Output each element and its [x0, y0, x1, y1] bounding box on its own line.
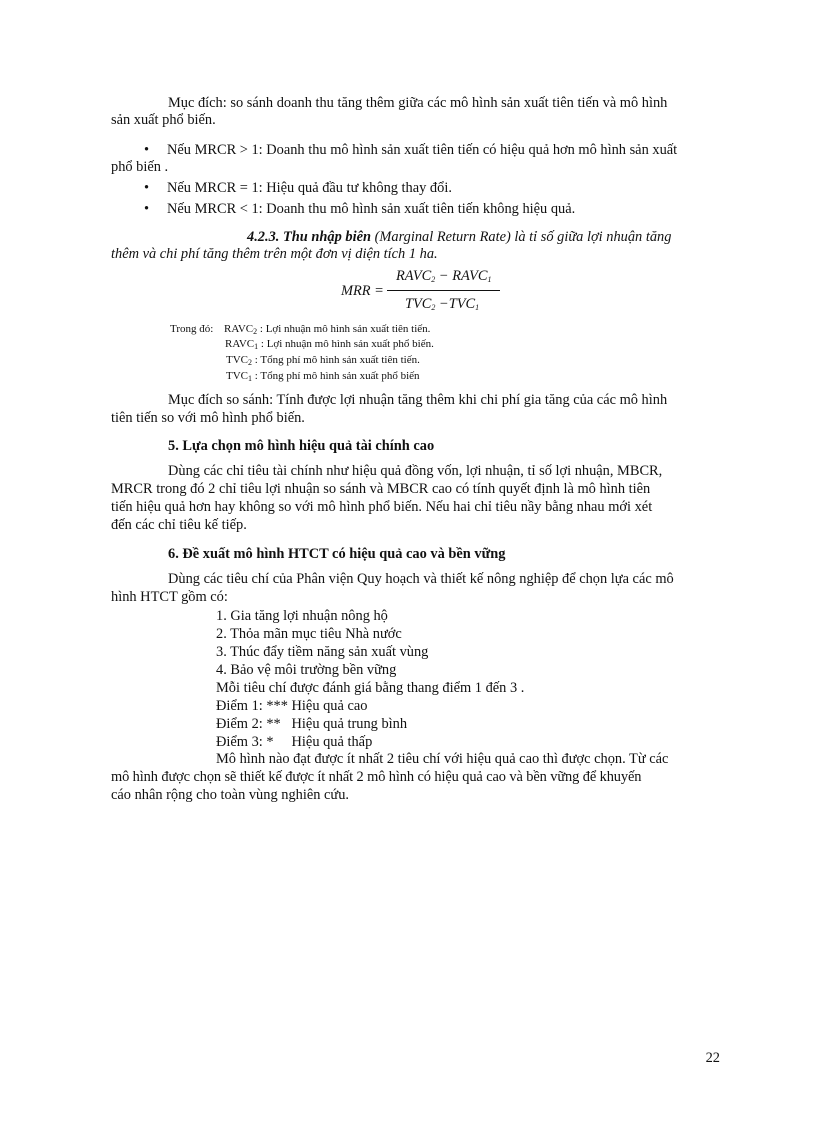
definition-2: [225, 338, 434, 353]
section-6-line-2: hình HTCT gồm có:: [111, 589, 228, 605]
list-item: Điểm 2: ** Hiệu quả trung bình: [216, 716, 408, 732]
def-4-sub: 1: [248, 374, 252, 383]
def-2-text: : Lợi nhuận mô hình sản xuất phổ biến.: [258, 338, 434, 350]
def-2-sub: 1: [254, 342, 259, 351]
den-minus: −: [439, 296, 449, 312]
definition-4: [226, 370, 420, 385]
num-b: RAVC: [452, 268, 488, 284]
def-1-sub: 2: [253, 327, 258, 336]
list-item: 3. Thúc đẩy tiềm năng sản xuất vùng: [216, 644, 429, 660]
section-6-final-3: cáo nhân rộng cho toàn vùng nghiên cứu.: [111, 787, 349, 803]
definition-3: [226, 354, 420, 369]
section-423-english: (Marginal Return Rate): [374, 229, 511, 245]
num-a-sub: 2: [431, 275, 436, 284]
purpose-line-2: tiên tiến so với mô hình phổ biến.: [111, 410, 305, 426]
purpose-line-1: Mục đích so sánh: Tính được lợi nhuận tăng thêm khi chi phí gia tăng của các mô hình: [168, 392, 668, 408]
fraction-bar: [387, 290, 500, 291]
section-5-heading: 5. Lựa chọn mô hình hiệu quả tài chính cao: [168, 438, 435, 454]
formula-denominator: [405, 296, 479, 313]
bullet-1-line-2: phổ biến .: [111, 159, 169, 175]
document-page: Mục đích: so sánh doanh thu tăng thêm giữa các mô hình sản xuất tiên tiến và mô hình sản xuất phổ biến. • Nếu MRCR > 1: Doanh thu mô hình sản xuất tiên tiến có hiệu quả hơn mô hình sản xuất phổ biến . • Nếu MRCR = 1: Hiệu quả đầu tư không thay đổi. • Nếu MRCR < 1: Doanh thu mô hình sản xuất tiên tiến không hiệu quả. 4.2.3. Thu nhập biên (Marginal Return Rate) là tỉ số giữa lợi nhuận tăng thêm và chi phí tăng thêm trên một đơn vị diện tích 1 ha. MRR = $RAVC_2$ − $RAVC_1$ $TVC_2 -TVC_1$ Trong đó: $RAVC_2$ : Lợi nhuận mô hình sản xuất tiên tiến. $RAVC_1$ : Lợi nhuận mô hình sản xuất phổ biến. $TVC_2$ : Tổng phí mô hình sản xuất tiên tiến. $TVC_1$ : Tổng phí mô hình sản xuất phổ biến Mục đích so sánh: Tính được lợi nhuận tăng thêm khi chi phí gia tăng của các mô hình tiên tiến so với mô hình phổ biến. 5. Lựa chọn mô hình hiệu quả tài chính cao Dùng các chỉ tiêu tài chính như hiệu quả đồng vốn, lợi nhuận, tỉ số lợi nhuận, MBCR, MRCR trong đó 2 chỉ tiêu lợi nhuận so sánh và MBCR cao có tính quyết định là mô hình tiên tiến hiệu quả hơn hay không so với mô hình phổ biến. Nếu hai chỉ tiêu nầy bằng nhau mới xét đến các chỉ tiêu kế tiếp. 6. Đề xuất mô hình HTCT có hiệu quả cao và bền vững Dùng các tiêu chí của Phân viện Quy hoạch và thiết kế nông nghiệp để chọn lựa các mô hình HTCT gồm có: 1. Gia tăng lợi nhuận nông hộ 2. Thỏa mãn mục tiêu Nhà nước 3. Thúc đẩy tiềm năng sản xuất vùng 4. Bảo vệ môi trường bền vững Mỗi tiêu chí được đánh giá bằng thang điểm 1 đến 3 . Điểm 1: *** Hiệu quả cao Điểm 2: ** Hiệu quả trung bình Điểm 3: * Hiệu quả thấp Mô hình nào đạt được ít nhất 2 tiêu chí với hiệu quả cao thì được chọn. Từ các mô hình được chọn sẽ thiết kế được ít nhất 2 mô hình có hiệu quả cao và bền vững để khuyến cáo nhân rộng cho toàn vùng nghiên cứu. 22: [111, 95, 720, 1066]
bullet-3: Nếu MRCR < 1: Doanh thu mô hình sản xuất tiên tiến không hiệu quả.: [167, 201, 576, 217]
intro-line-2: sản xuất phổ biến.: [111, 112, 216, 128]
def-1-sym: RAVC: [224, 323, 254, 335]
den-a-sub: 2: [431, 303, 436, 312]
num-minus: −: [438, 268, 449, 284]
den-a: TVC: [405, 296, 432, 312]
definitions-prefix: Trong đó:: [170, 323, 214, 335]
definition-1: [224, 323, 430, 338]
criteria-list: [216, 607, 524, 751]
formula-lhs: MRR =: [341, 283, 384, 299]
def-3-text: : Tổng phí mô hình sản xuất tiên tiến.: [252, 354, 420, 366]
list-item: Điểm 3: * Hiệu quả thấp: [216, 734, 373, 750]
section-6-heading: 6. Đề xuất mô hình HTCT có hiệu quả cao và bền vững: [168, 546, 506, 562]
intro-line-1: Mục đích: so sánh doanh thu tăng thêm giữa các mô hình sản xuất tiên tiến và mô hình: [168, 95, 668, 111]
num-b-sub: 1: [487, 275, 492, 284]
def-1-text: : Lợi nhuận mô hình sản xuất tiên tiến.: [257, 323, 431, 335]
section-5-line-3: tiến hiệu quả hơn hay không so với mô hình phổ biến. Nếu hai chỉ tiêu nầy bằng nhau mới xét: [111, 499, 653, 515]
def-2-sym: RAVC: [225, 338, 255, 350]
formula-numerator: [396, 268, 491, 285]
list-item: 2. Thỏa mãn mục tiêu Nhà nước: [216, 626, 402, 642]
mrr-formula: [341, 268, 511, 318]
page-number: 22: [705, 1050, 720, 1066]
list-item: 1. Gia tăng lợi nhuận nông hộ: [216, 608, 388, 624]
section-423-line-2: thêm và chi phí tăng thêm trên một đơn vị diện tích 1 ha.: [111, 246, 438, 262]
list-item: Điểm 1: *** Hiệu quả cao: [216, 698, 368, 714]
section-5-line-1: Dùng các chỉ tiêu tài chính như hiệu quả đồng vốn, lợi nhuận, tỉ số lợi nhuận, MBCR,: [168, 463, 663, 479]
section-5-line-2: MRCR trong đó 2 chỉ tiêu lợi nhuận so sánh và MBCR cao có tính quyết định là mô hình tiên: [111, 481, 651, 497]
section-423-title: Thu nhập biên: [283, 229, 371, 245]
section-6-final-1: Mô hình nào đạt được ít nhất 2 tiêu chí với hiệu quả cao thì được chọn. Từ các: [216, 751, 669, 767]
list-item: Mỗi tiêu chí được đánh giá bằng thang điểm 1 đến 3 .: [216, 680, 525, 696]
section-6-line-1: Dùng các tiêu chí của Phân viện Quy hoạch và thiết kế nông nghiệp để chọn lựa các mô: [168, 571, 674, 587]
section-423-line-1: [247, 229, 709, 246]
def-3-sub: 2: [248, 358, 252, 367]
den-b-sub: 1: [475, 303, 480, 312]
den-b: TVC: [448, 296, 476, 312]
def-4-text: : Tổng phí mô hình sản xuất phổ biến: [252, 370, 420, 382]
list-item: 4. Bảo vệ môi trường bền vững: [216, 662, 397, 678]
num-a: RAVC: [396, 268, 432, 284]
section-6-final-2: mô hình được chọn sẽ thiết kế được ít nhất 2 mô hình có hiệu quả cao và bền vững để khuyến: [111, 769, 642, 785]
def-4-sym: TVC: [226, 370, 248, 382]
section-5-line-4: đến các chỉ tiêu kế tiếp.: [111, 517, 247, 533]
bullet-2: Nếu MRCR = 1: Hiệu quả đầu tư không thay đổi.: [167, 180, 452, 196]
def-3-sym: TVC: [226, 354, 248, 366]
section-423-rest: là tỉ số giữa lợi nhuận tăng: [514, 229, 672, 245]
section-423-number: 4.2.3.: [247, 229, 280, 245]
bullet-1-line-1: Nếu MRCR > 1: Doanh thu mô hình sản xuất tiên tiến có hiệu quả hơn mô hình sản xuất: [167, 142, 678, 158]
